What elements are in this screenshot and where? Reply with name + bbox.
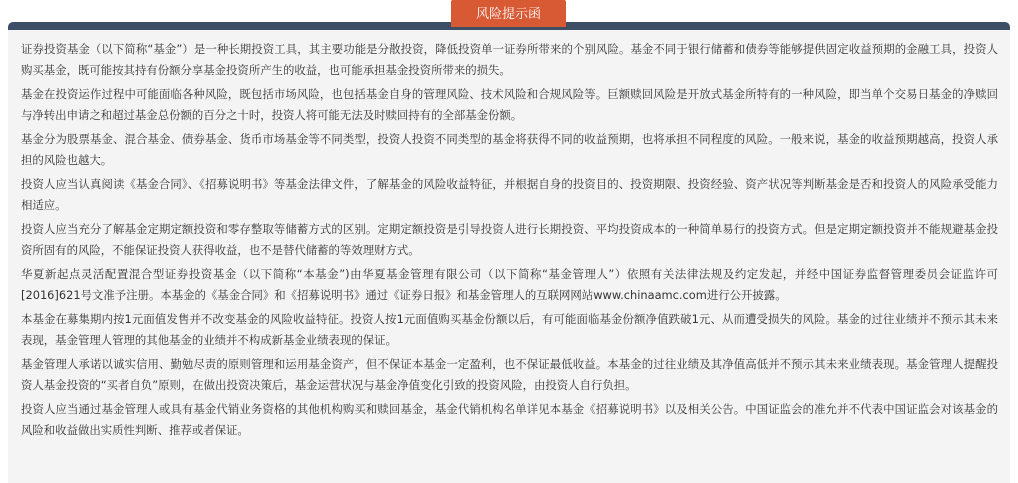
risk-notice-content <box>8 30 1010 483</box>
notice-paragraph-3: 基金分为股票基金、混合基金、债券基金、货币市场基金等不同类型，投资人投资不同类型的基金将获得不同的收益预期，也将承担不同程度的风险。一般来说，基金的收益预期越高，投资人承担的风险也越大。 <box>21 132 998 167</box>
notice-paragraph-4: 投资人应当认真阅读《基金合同》、《招募说明书》等基金法律文件，了解基金的风险收益特征，并根据自身的投资目的、投资期限、投资经验、资产状况等判断基金是否和投资人的风险承受能力相适应。 <box>21 177 998 212</box>
notice-paragraph-5: 投资人应当充分了解基金定期定额投资和零存整取等储蓄方式的区别。定期定额投资是引导投资人进行长期投资、平均投资成本的一种简单易行的投资方式。但是定期定额投资并不能规避基金投资所固有的风险，不能保证投资人获得收益，也不是替代储蓄的等效理财方式。 <box>21 222 998 257</box>
risk-notice-tab: 风险提示函 <box>451 0 566 27</box>
notice-paragraph-6: 华夏新起点灵活配置混合型证券投资基金（以下简称“本基金”)由华夏基金管理有限公司（以下简称“基金管理人”）依照有关法律法规及约定发起，并经中国证券监督管理委员会证监许可[2016]621号文准予注册。本基金的《基金合同》和《招募说明书》通过《证券日报》和基金管理人的互联网网站www.chinaamc.com进行公开披露。 <box>21 267 998 302</box>
notice-paragraph-2: 基金在投资运作过程中可能面临各种风险，既包括市场风险，也包括基金自身的管理风险、技术风险和合规风险等。巨额赎回风险是开放式基金所特有的一种风险，即当单个交易日基金的净赎回与净转出申请之和超过基金总份额的百分之十时，投资人将可能无法及时赎回持有的全部基金份额。 <box>21 87 998 122</box>
notice-paragraph-9: 投资人应当通过基金管理人或具有基金代销业务资格的其他机构购买和赎回基金，基金代销机构名单详见本基金《招募说明书》以及相关公告。中国证监会的准允并不代表中国证监会对该基金的风险和收益做出实质性判断、推荐或者保证。 <box>21 402 998 437</box>
notice-paragraph-8: 基金管理人承诺以诚实信用、勤勉尽责的原则管理和运用基金资产，但不保证本基金一定盈利，也不保证最低收益。本基金的过往业绩及其净值高低并不预示其未来业绩表现。基金管理人提醒投资人基金投资的“买者自负”原则，在做出投资决策后，基金运营状况与基金净值变化引致的投资风险，由投资人自行负担。 <box>21 357 998 392</box>
notice-paragraph-7: 本基金在募集期内按1元面值发售并不改变基金的风险收益特征。投资人按1元面值购买基金份额以后，有可能面临基金份额净值跌破1元、从而遭受损失的风险。基金的过往业绩并不预示其未来表现，基金管理人管理的其他基金的业绩并不构成新基金业绩表现的保证。 <box>21 312 998 347</box>
notice-paragraph-1: 证券投资基金（以下简称“基金”）是一种长期投资工具，其主要功能是分散投资，降低投资单一证券所带来的个别风险。基金不同于银行储蓄和债券等能够提供固定收益预期的金融工具，投资人购买基金，既可能按其持有份额分享基金投资所产生的收益，也可能承担基金投资所带来的损失。 <box>21 42 998 77</box>
